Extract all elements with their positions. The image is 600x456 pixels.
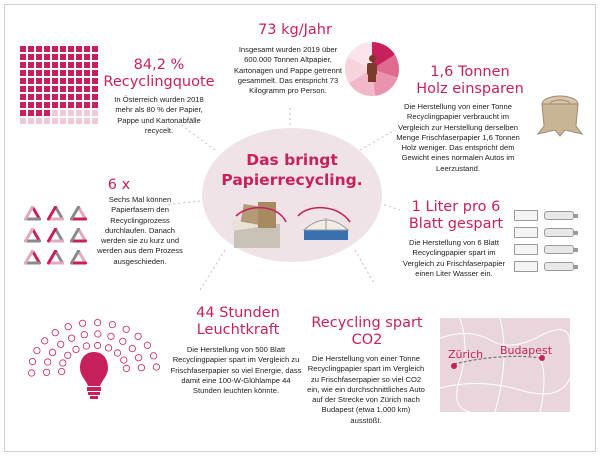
person-icon — [365, 55, 379, 83]
recycling-rate-cell — [92, 78, 98, 84]
recycling-rate-cell — [44, 62, 50, 68]
recycling-rate-cell — [28, 46, 34, 52]
light-ray-dot — [129, 345, 135, 351]
recycling-rate-cell — [20, 86, 26, 92]
recycling-rate-cell — [44, 94, 50, 100]
recycling-rate-label: Recyclingquote — [103, 74, 215, 90]
water-value: 1 Liter pro 6 — [411, 199, 501, 215]
recycle-icon — [24, 250, 41, 265]
recycling-rate-cell — [60, 110, 66, 116]
recycling-rate-cell — [20, 70, 26, 76]
map-label-zurich: Zürich — [448, 348, 484, 361]
light-ray-dot — [52, 330, 58, 336]
light-ray-dot — [105, 345, 111, 351]
recycling-rate-cell — [20, 62, 26, 68]
light-ray-dot — [95, 331, 101, 337]
recycling-rate-cell — [92, 54, 98, 60]
recycling-rate-cell — [52, 110, 58, 116]
recycling-rate-cell — [52, 78, 58, 84]
recycle-icon — [24, 228, 41, 243]
paper-sheets-icon — [514, 227, 538, 238]
recycling-rate-cell — [76, 46, 82, 52]
recycling-rate-cell — [84, 62, 90, 68]
recycling-rate-cell — [28, 54, 34, 60]
recycling-rate-cell — [92, 110, 98, 116]
paper-stack-and-book-illustration — [228, 196, 358, 252]
recycle-icon — [47, 206, 64, 221]
recycling-rate-cell — [84, 46, 90, 52]
co2-value: Recycling spart — [311, 315, 423, 331]
cycles-value: 6 x — [107, 177, 131, 193]
recycling-rate-cell — [20, 102, 26, 108]
water-row — [514, 244, 592, 255]
water-label: Blatt gespart — [408, 216, 504, 232]
recycling-rate-cell — [60, 94, 66, 100]
recycling-rate-cell — [28, 78, 34, 84]
paper-sheets-icon — [514, 244, 538, 255]
light-ray-dot — [58, 341, 64, 347]
recycling-rate-cell — [44, 110, 50, 116]
light-ray-dot — [123, 326, 129, 332]
recycle-icon — [70, 228, 87, 243]
light-value: 44 Stunden — [196, 305, 280, 321]
recycling-rate-cell — [68, 118, 74, 124]
recycling-rate-cell — [92, 94, 98, 100]
recycling-rate-cell — [92, 46, 98, 52]
recycling-rate-cell — [68, 70, 74, 76]
light-ray-dot — [34, 347, 40, 353]
recycling-rate-cell — [52, 62, 58, 68]
recycling-rate-cell — [68, 94, 74, 100]
light-bulb-illustration — [28, 300, 174, 410]
water-bottle-icon — [544, 211, 574, 220]
recycling-rate-cell — [84, 78, 90, 84]
europe-map — [440, 318, 570, 412]
recycling-rate-cell — [52, 102, 58, 108]
co2-label: CO2 — [351, 332, 383, 348]
recycling-rate-cell — [92, 102, 98, 108]
recycling-cycles-grid — [24, 206, 87, 265]
light-label: Leuchtkraft — [196, 322, 280, 338]
recycling-rate-cell — [36, 94, 42, 100]
recycling-rate-cell — [68, 86, 74, 92]
recycling-rate-grid — [20, 46, 98, 124]
center-title — [212, 150, 372, 190]
light-text: Die Herstellung von 500 Blatt Recyclingpapier spart im Vergleich zu Frischfaserpapier so viel Energie, dass damit eine 100-W-Glühlampe 44 Stunden leuchten könnte. — [170, 345, 302, 396]
recycling-rate-cell — [84, 54, 90, 60]
recycling-rate-cell — [60, 78, 66, 84]
recycling-rate-cell — [60, 86, 66, 92]
recycling-rate-cell — [76, 118, 82, 124]
light-bulb-icon — [80, 352, 108, 399]
recycling-rate-cell — [76, 94, 82, 100]
light-ray-dot — [120, 338, 126, 344]
recycling-rate-cell — [68, 54, 74, 60]
water-bottles — [514, 210, 592, 278]
light-ray-dot — [60, 360, 66, 366]
recycling-rate-cell — [76, 62, 82, 68]
recycling-rate-cell — [84, 86, 90, 92]
recycling-rate-cell — [44, 86, 50, 92]
recycling-rate-cell — [44, 70, 50, 76]
recycle-icon — [24, 206, 41, 221]
recycling-rate-cell — [36, 62, 42, 68]
recycling-rate-cell — [76, 86, 82, 92]
recycling-rate-cell — [52, 94, 58, 100]
recycling-rate-cell — [44, 46, 50, 52]
recycling-rate-cell — [60, 62, 66, 68]
recycling-rate-cell — [36, 54, 42, 60]
recycling-rate-cell — [76, 110, 82, 116]
paper-sheets-icon — [514, 210, 538, 221]
light-ray-dot — [138, 365, 144, 371]
light-ray-dot — [45, 359, 51, 365]
recycling-rate-cell — [76, 102, 82, 108]
recycling-rate-cell — [20, 110, 26, 116]
light-ray-dot — [29, 358, 35, 364]
recycling-rate-cell — [68, 110, 74, 116]
recycling-rate-cell — [60, 118, 66, 124]
map-label-budapest: Budapest — [500, 344, 553, 357]
recycling-rate-cell — [36, 110, 42, 116]
recycling-rate-cell — [20, 46, 26, 52]
recycling-rate-cell — [20, 94, 26, 100]
water-row — [514, 210, 592, 221]
recycling-rate-cell — [44, 118, 50, 124]
center-title-line2: Papierrecycling. — [221, 171, 363, 189]
recycling-rate-cell — [76, 54, 82, 60]
light-ray-dot — [49, 349, 55, 355]
recycling-rate-text: In Österreich wurden 2018 mehr als 80 % der Papier, Pappe und Kartonabfälle recycelt. — [114, 95, 204, 135]
recycling-rate-cell — [76, 78, 82, 84]
paper-sheets-icon — [514, 261, 538, 272]
recycling-rate-cell — [92, 70, 98, 76]
recycling-rate-cell — [20, 54, 26, 60]
tree-stump-icon — [535, 92, 585, 138]
light-ray-dot — [150, 353, 156, 359]
recycling-rate-cell — [28, 62, 34, 68]
recycling-rate-cell — [36, 46, 42, 52]
recycling-rate-cell — [60, 70, 66, 76]
light-ray-dot — [108, 333, 114, 339]
light-ray-dot — [42, 338, 48, 344]
recycling-rate-cell — [84, 110, 90, 116]
recycling-rate-cell — [76, 70, 82, 76]
recycling-rate-cell — [68, 102, 74, 108]
light-ray-dot — [94, 319, 100, 325]
recycling-rate-cell — [60, 54, 66, 60]
recycling-rate-cell — [68, 62, 74, 68]
recycling-rate-cell — [36, 70, 42, 76]
per-person-text: Insgesamt wurden 2019 über 600.000 Tonnen Altpapier, Kartonagen und Pappe getrennt gesammelt. Das entspricht 73 Kilogramm pro Person. — [233, 45, 343, 96]
recycling-rate-cell — [36, 102, 42, 108]
cycles-text: Sechs Mal können Papierfasern den Recyclingprozess durchlaufen. Danach werden sie zu kurz und werden aus dem Prozess ausgeschieden. — [97, 195, 183, 266]
recycling-rate-cell — [20, 78, 26, 84]
recycling-rate-cell — [68, 46, 74, 52]
light-ray-dot — [121, 357, 127, 363]
light-ray-dot — [114, 350, 120, 356]
light-ray-dot — [65, 352, 71, 358]
recycling-rate-cell — [84, 70, 90, 76]
light-ray-dot — [65, 324, 71, 330]
recycling-rate-cell — [36, 78, 42, 84]
recycle-icon — [70, 250, 87, 265]
recycling-rate-cell — [28, 118, 34, 124]
recycling-rate-value: 84,2 % — [133, 57, 185, 73]
light-ray-dot — [73, 346, 79, 352]
water-text: Die Herstellung von 6 Blatt Recyclingpapier spart im Vergleich zu Frischfaserpapier einen Liter Wasser ein. — [402, 238, 506, 278]
recycling-rate-cell — [28, 86, 34, 92]
recycling-rate-cell — [60, 102, 66, 108]
light-ray-dot — [83, 343, 89, 349]
recycling-rate-cell — [44, 54, 50, 60]
light-ray-dot — [109, 321, 115, 327]
recycling-rate-cell — [68, 78, 74, 84]
wood-label: Holz einsparen — [416, 81, 524, 97]
recycling-rate-cell — [44, 102, 50, 108]
recycling-rate-cell — [92, 86, 98, 92]
light-ray-dot — [68, 335, 74, 341]
light-ray-dot — [81, 332, 87, 338]
light-ray-dot — [28, 370, 34, 376]
recycling-rate-cell — [60, 46, 66, 52]
recycling-rate-cell — [52, 54, 58, 60]
recycling-rate-cell — [36, 118, 42, 124]
water-bottle-icon — [544, 228, 574, 237]
water-bottle-icon — [544, 245, 574, 254]
recycling-rate-cell — [92, 118, 98, 124]
recycling-rate-cell — [28, 70, 34, 76]
per-person-pie — [345, 42, 399, 96]
light-ray-dot — [94, 342, 100, 348]
light-ray-dot — [135, 333, 141, 339]
recycling-rate-cell — [92, 62, 98, 68]
recycling-rate-cell — [20, 118, 26, 124]
wood-text: Die Herstellung von einer Tonne Recyclingpapier verbraucht im Vergleich zur Herstellung derselben Menge Frischfaserpapier 1,6 Tonnen Holz weniger. Das entspricht dem Gewicht eines normalen Autos im Leerzustand. — [396, 102, 520, 173]
light-ray-dot — [135, 355, 141, 361]
recycling-rate-cell — [52, 70, 58, 76]
recycling-rate-cell — [28, 94, 34, 100]
recycling-rate-cell — [84, 102, 90, 108]
light-ray-dot — [153, 364, 159, 370]
light-ray-dot — [123, 365, 129, 371]
recycling-rate-cell — [44, 78, 50, 84]
recycling-rate-cell — [28, 110, 34, 116]
per-person-value: 73 kg/Jahr — [258, 22, 332, 38]
water-bottle-icon — [544, 262, 574, 271]
light-ray-dot — [58, 368, 64, 374]
recycling-rate-cell — [52, 118, 58, 124]
recycle-icon — [70, 206, 87, 221]
recycle-icon — [47, 228, 64, 243]
light-ray-dot — [79, 320, 85, 326]
water-row — [514, 261, 592, 272]
light-ray-dot — [144, 342, 150, 348]
light-ray-dot — [43, 369, 49, 375]
recycling-rate-cell — [28, 102, 34, 108]
recycling-rate-cell — [52, 46, 58, 52]
water-row — [514, 227, 592, 238]
co2-text: Die Herstellung von einer Tonne Recyclingpapier spart im Vergleich zu Frischfaserpapier so viel CO2 ein, wie ein durchschnittliches Auto auf der Strecke von Zürich nach Budapest (etwa 1.000 km) ausstößt. — [307, 354, 425, 425]
center-title-line1: Das bringt — [246, 151, 338, 169]
recycling-rate-cell — [84, 118, 90, 124]
recycling-rate-cell — [84, 94, 90, 100]
recycle-icon — [47, 250, 64, 265]
wood-value: 1,6 Tonnen — [430, 64, 510, 80]
recycling-rate-cell — [52, 86, 58, 92]
recycling-rate-cell — [36, 86, 42, 92]
